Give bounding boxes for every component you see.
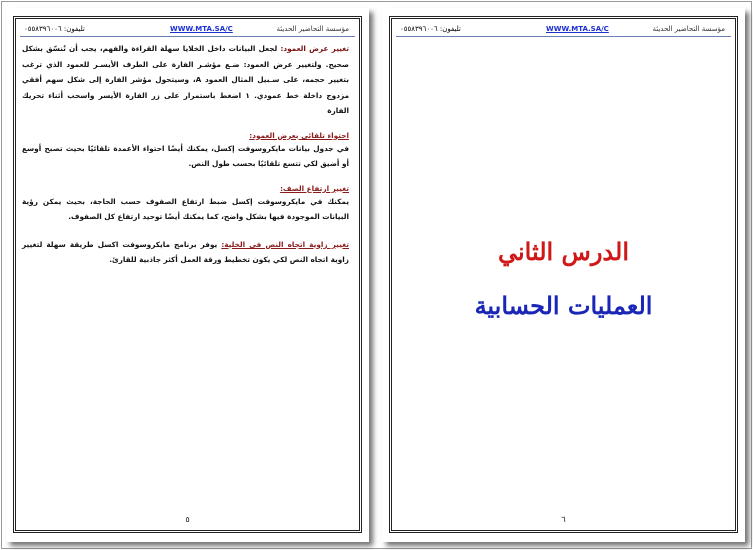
page-5	[6, 8, 369, 542]
lesson-title: العمليات الحسابية	[474, 291, 653, 320]
page-body	[22, 41, 349, 280]
section-autofit	[22, 131, 349, 172]
page-header	[20, 22, 355, 37]
section-title: تغيير ارتفاع الصف:	[280, 183, 349, 193]
header-organization: مؤسسة التحاضير الحديثة	[652, 25, 725, 33]
section-title: احتواء تلقائي بعرض العمود:	[249, 130, 349, 140]
page-border	[389, 16, 738, 533]
header-website-link[interactable]: WWW.MTA.SA/C	[170, 25, 233, 33]
section-title: تغيير زاوية اتجاه النص في الخلية:	[221, 239, 349, 249]
page-border	[13, 16, 362, 533]
intro-paragraph	[22, 41, 349, 119]
section-row-height	[22, 184, 349, 225]
page-number: ٦	[561, 515, 566, 524]
lesson-number: الدرس الثاني	[497, 237, 630, 266]
section-text: يمكنك في مايكروسوفت إكسل ضبط ارتفاع الصفوف حسب الحاجة، بحيث يمكن رؤية البيانات الموجودة فيها بشكل واضح، كما يمكنك أيضًا توحيد ارتفاع كل الصفوف.	[22, 196, 349, 221]
header-phone: تليفون: ٠٥٥٨٣٩٦٠٠٦	[400, 25, 461, 33]
page-number: ٥	[185, 515, 190, 524]
page-6	[382, 8, 745, 542]
section-text: يوفر برنامج مايكروسوفت اكسل طريقة سهلة لتغيير زاوية اتجاه النص لكي يكون تخطيط ورقة العمل أكثر جاذبية للقارئ.	[22, 239, 349, 264]
section-text-angle	[22, 237, 349, 268]
section-text: في جدول بيانات مايكروسوفت إكسل، يمكنك أيضًا احتواء الأعمدة تلقائيًا بحيث تصبح أوسع أو أضيق لكي تتسع تلقائيًا بحسب طول النص.	[22, 143, 349, 168]
intro-label: تغيير عرض العمود:	[280, 44, 350, 53]
page-header	[396, 22, 731, 37]
header-phone: تليفون: ٠٥٥٨٣٩٦٠٠٦	[24, 25, 85, 33]
intro-text: لجعل البيانات داخل الخلايا سهلة القراءة والفهم، يجب أن تُنسّق بشكل صحيح. ولتغيير عرض العمود: ضـع مؤشـر الفارة على الطرف الأيسـر للعمود الذي ترغب بتغيير حجمه، على سـبيل المثال العمود A، وسيتحول مؤشر الفارة إلى شكل سهم أفقي مزدوج داخلة خط عمودي. ١ اضغط باستمرار على زر الفارة الأيسر واسحب أثناء تحريك الفارة	[22, 44, 349, 115]
header-organization: مؤسسة التحاضير الحديثة	[276, 25, 349, 33]
header-website-link[interactable]: WWW.MTA.SA/C	[546, 25, 609, 33]
